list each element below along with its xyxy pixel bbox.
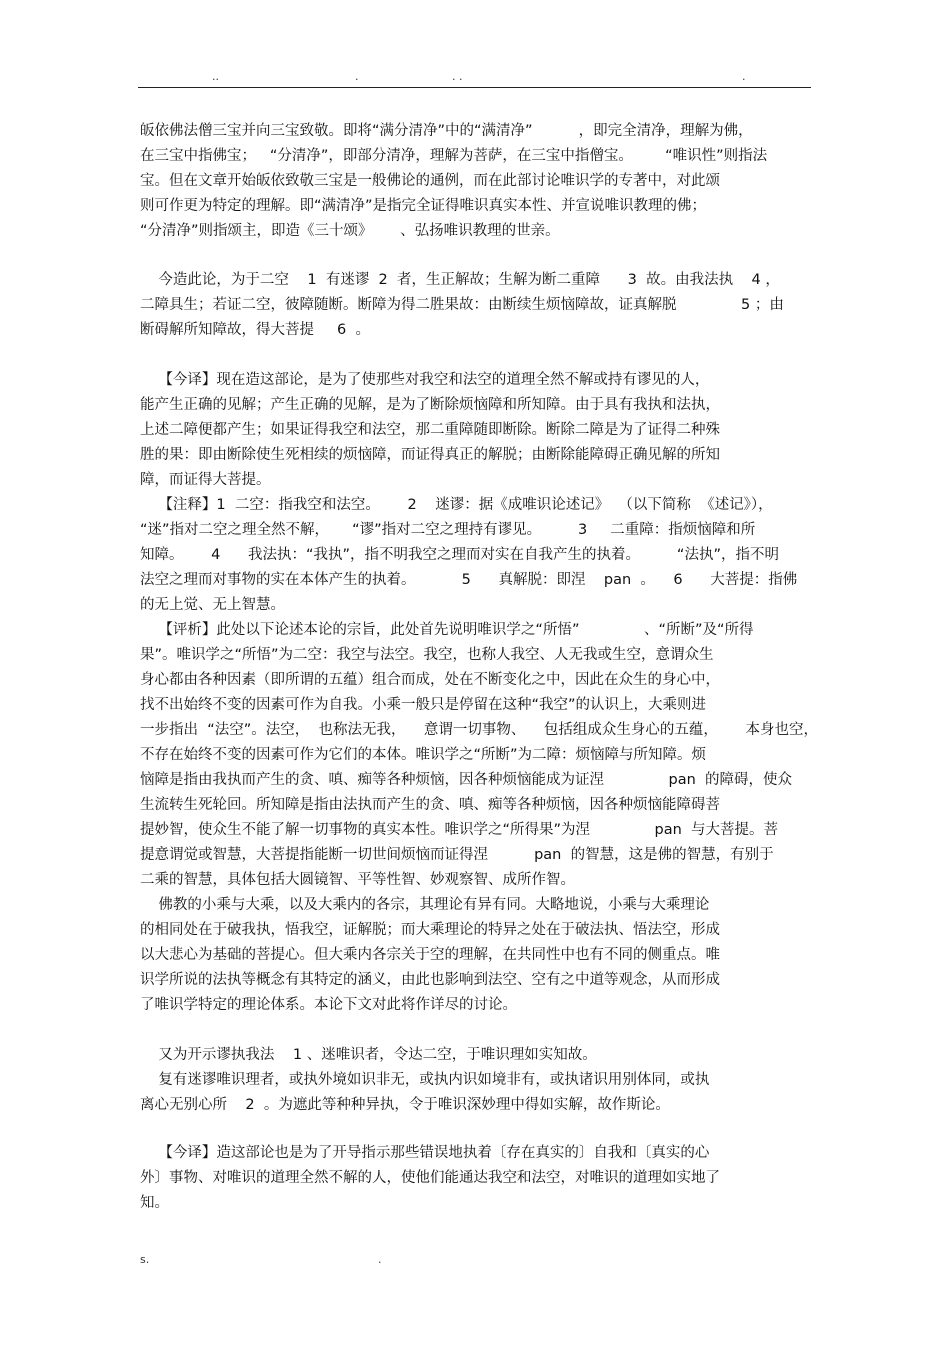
text-line: 胜的果：即由断除使生死相续的烦恼障，而证得真正的解脱；由断除能障碍正确见解的所知 <box>140 447 720 463</box>
header-dot-4: . <box>742 70 746 83</box>
text-line: 提妙智，使众生不能了解一切事物的真实本性。唯识学之“所得果”为涅 pan 与大菩提。菩 <box>140 822 779 838</box>
text-line: 宝。但在文章开始皈依致敬三宝是一般佛论的通例，而在此部讨论唯识学的专著中，对此颂 <box>140 173 720 189</box>
text-line: 【评析】此处以下论述本论的宗旨，此处首先说明唯识学之“所悟” 、“所断”及“所得 <box>140 622 754 638</box>
header-dot-1: .. <box>212 70 219 83</box>
text-line: 【今译】现在造这部论，是为了使那些对我空和法空的道理全然不解或持有谬见的人， <box>140 372 710 388</box>
text-line: 【今译】造这部论也是为了开导指示那些错误地执着〔存在真实的〕自我和〔真实的心 <box>140 1145 710 1161</box>
header-dot-2: . <box>355 70 359 83</box>
footer-right: . <box>378 1253 382 1266</box>
text-line: 皈依佛法僧三宝并向三宝致敬。即将“满分清净”中的“满清净” ，即完全清净，理解为佛， <box>140 123 753 139</box>
footer-left: s. <box>140 1253 150 1266</box>
text-line: 的相同处在于破我执，悟我空，证解脱；而大乘理论的特异之处在于破法执、悟法空，形成 <box>140 922 720 938</box>
text-line: 生流转生死轮回。所知障是指由法执而产生的贪、嗔、痴等各种烦恼，因各种烦恼能障碍菩 <box>140 797 720 813</box>
text-line: “分清净”则指颂主，即造《三十颂》 、弘扬唯识教理的世亲。 <box>140 223 560 239</box>
text-line: 障，而证得大菩提。 <box>140 472 271 488</box>
text-line: 不存在始终不变的因素可作为它们的本体。唯识学之“所断”为二障：烦恼障与所知障。烦 <box>140 747 707 763</box>
text-line: 知。 <box>140 1195 169 1211</box>
text-line: 外〕事物、对唯识的道理全然不解的人，使他们能通达我空和法空，对唯识的道理如实地了 <box>140 1170 720 1186</box>
text-line: 二障具生；若证二空，彼障随断。断障为得二胜果故：由断续生烦恼障故，证真解脱 5 ；由 <box>140 297 784 313</box>
text-line: 能产生正确的见解；产生正确的见解，是为了断除烦恼障和所知障。由于具有我执和法执， <box>140 397 720 413</box>
text-line: 复有迷谬唯识理者，或执外境如识非无，或执内识如境非有，或执诸识用别体同，或执 <box>140 1072 710 1088</box>
page-footer <box>0 1253 950 1269</box>
text-line: 找不出始终不变的因素可作为自我。小乘一般只是停留在这种“我空”的认识上，大乘则进 <box>140 697 707 713</box>
text-line: 了唯识学特定的理论体系。本论下文对此将作详尽的讨论。 <box>140 997 517 1013</box>
text-line: 识学所说的法执等概念有其特定的涵义，由此也影响到法空、空有之中道等观念，从而形成 <box>140 972 720 988</box>
text-line: 今造此论，为于二空 1 有迷谬 2 者，生正解故；生解为断二重障 3 故。由我法执 4 ， <box>140 272 780 288</box>
text-line: 以大悲心为基础的菩提心。但大乘内各宗关于空的理解，在共同性中也有不同的侧重点。唯 <box>140 947 720 963</box>
text-line: 一步指出 “法空”。法空， 也称法无我， 意谓一切事物、 包括组成众生身心的五蕴， 本身也空， <box>140 722 818 738</box>
text-line: 【注释】1 二空：指我空和法空。 2 迷谬：据《成唯识论述记》 （以下简称 《述记》）， <box>140 497 773 513</box>
text-line: 二乘的智慧，具体包括大圆镜智、平等性智、妙观察智、成所作智。 <box>140 872 575 888</box>
text-line: 法空之理而对事物的实在本体产生的执着。 5 真解脱：即涅 pan 。 6 大菩提：指佛 <box>140 572 798 588</box>
text-line: 果”。唯识学之“所悟”为二空：我空与法空。我空，也称人我空、人无我或生空，意谓众生 <box>140 647 714 663</box>
text-line: 提意谓觉或智慧，大菩提指能断一切世间烦恼而证得涅 pan 的智慧，这是佛的智慧，有别于 <box>140 847 774 863</box>
text-line: 在三宝中指佛宝； “分清净”，即部分清净，理解为菩萨，在三宝中指僧宝。 “唯识性”则指法 <box>140 148 768 164</box>
text-line: 断碍解所知障故，得大菩提 6 。 <box>140 322 370 338</box>
header-dot-3: . . <box>452 70 463 83</box>
text-line: 的无上觉、无上智慧。 <box>140 597 285 613</box>
text-line: 则可作更为特定的理解。即“满清净”是指完全证得唯识真实本性、并宣说唯识教理的佛； <box>140 198 707 214</box>
text-line: “迷”指对二空之理全然不解， “谬”指对二空之理持有谬见。 3 二重障：指烦恼障和所 <box>140 522 756 538</box>
text-line: 上述二障便都产生；如果证得我空和法空，那二重障随即断除。断除二障是为了证得二种殊 <box>140 422 720 438</box>
text-line: 佛教的小乘与大乘，以及大乘内的各宗，其理论有异有同。大略地说，小乘与大乘理论 <box>140 897 710 913</box>
text-line: 离心无别心所 2 。为遮此等种种异执，令于唯识深妙理中得如实解，故作斯论。 <box>140 1097 670 1113</box>
text-line: 恼障是指由我执而产生的贪、嗔、痴等各种烦恼，因各种烦恼能成为证涅 pan 的障碍，使众 <box>140 772 793 788</box>
text-line: 又为开示谬执我法 1 、迷唯识者，令达二空，于唯识理如实知故。 <box>140 1047 597 1063</box>
text-line: 身心都由各种因素（即所谓的五蕴）组合而成，处在不断变化之中，因此在众生的身心中， <box>140 672 720 688</box>
text-line: 知障。 4 我法执：“我执”，指不明我空之理而对实在自我产生的执着。 “法执”，指不明 <box>140 547 779 563</box>
